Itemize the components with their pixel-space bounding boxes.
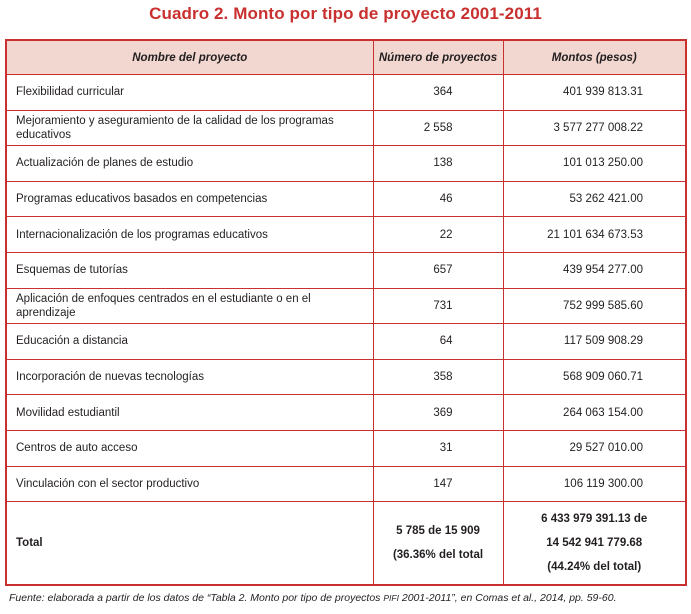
table-row xyxy=(6,217,686,253)
total-count xyxy=(373,502,503,586)
projects-table xyxy=(5,39,687,586)
project-count-cell: 2 558 xyxy=(373,110,503,146)
table-row xyxy=(6,181,686,217)
project-name-cell: Incorporación de nuevas tecnologías xyxy=(6,359,373,395)
amount-cell: 264 063 154.00 xyxy=(503,395,686,431)
header-project-name: Nombre del proyecto xyxy=(6,40,373,75)
source-note-citation: 2001-2011”, en Comas et al., 2014, pp. 59-60. xyxy=(398,592,617,604)
amount-cell: 101 013 250.00 xyxy=(503,146,686,182)
header-amount: Montos (pesos) xyxy=(503,40,686,75)
project-count-cell: 31 xyxy=(373,430,503,466)
project-name-cell: Vinculación con el sector productivo xyxy=(6,466,373,502)
project-name-cell: Educación a distancia xyxy=(6,324,373,360)
source-note-acronym: PIFI xyxy=(383,593,399,603)
table-row xyxy=(6,75,686,111)
project-count-cell: 731 xyxy=(373,288,503,324)
total-amount-overall: 14 542 941 779.68 xyxy=(546,537,643,550)
table-row xyxy=(6,252,686,288)
total-count-percent: (36.36% del total xyxy=(392,549,484,562)
project-count-cell: 358 xyxy=(373,359,503,395)
amount-cell: 568 909 060.71 xyxy=(503,359,686,395)
total-amount-line: 6 433 979 391.13 de xyxy=(541,513,648,526)
table-row xyxy=(6,146,686,182)
project-name-cell: Aplicación de enfoques centrados en el estudiante o en el aprendizaje xyxy=(6,288,373,324)
project-name-cell: Flexibilidad curricular xyxy=(6,75,373,111)
table-row xyxy=(6,110,686,146)
project-name-cell: Actualización de planes de estudio xyxy=(6,146,373,182)
project-count-cell: 657 xyxy=(373,252,503,288)
table-title: Cuadro 2. Monto por tipo de proyecto 2001-2011 xyxy=(149,4,542,23)
total-count-line: 5 785 de 15 909 xyxy=(396,525,480,538)
total-label: Total xyxy=(6,502,373,586)
amount-cell: 106 119 300.00 xyxy=(503,466,686,502)
table-row xyxy=(6,430,686,466)
project-name-cell: Mejoramiento y aseguramiento de la calidad de los programas educativos xyxy=(6,110,373,146)
project-name-cell: Internacionalización de los programas educativos xyxy=(6,217,373,253)
table-row xyxy=(6,395,686,431)
amount-cell: 752 999 585.60 xyxy=(503,288,686,324)
amount-cell: 3 577 277 008.22 xyxy=(503,110,686,146)
total-row xyxy=(6,502,686,586)
project-name-cell: Movilidad estudiantil xyxy=(6,395,373,431)
table-row xyxy=(6,359,686,395)
project-count-cell: 138 xyxy=(373,146,503,182)
project-count-cell: 22 xyxy=(373,217,503,253)
project-count-cell: 64 xyxy=(373,324,503,360)
amount-cell: 29 527 010.00 xyxy=(503,430,686,466)
amount-cell: 401 939 813.31 xyxy=(503,75,686,111)
project-count-cell: 369 xyxy=(373,395,503,431)
project-name-cell: Centros de auto acceso xyxy=(6,430,373,466)
table-row xyxy=(6,466,686,502)
source-note-text: Fuente: elaborada a partir de los datos de “Tabla 2. Monto por tipo de proyectos xyxy=(9,592,384,604)
table-row xyxy=(6,324,686,360)
amount-cell: 21 101 634 673.53 xyxy=(503,217,686,253)
project-count-cell: 364 xyxy=(373,75,503,111)
project-count-cell: 46 xyxy=(373,181,503,217)
header-project-count: Número de proyectos xyxy=(373,40,503,75)
total-amount xyxy=(503,502,686,586)
source-note xyxy=(9,592,617,604)
project-name-cell: Programas educativos basados en competencias xyxy=(6,181,373,217)
amount-cell: 53 262 421.00 xyxy=(503,181,686,217)
project-name-cell: Esquemas de tutorías xyxy=(6,252,373,288)
total-amount-percent: (44.24% del total) xyxy=(547,561,642,574)
project-count-cell: 147 xyxy=(373,466,503,502)
amount-cell: 439 954 277.00 xyxy=(503,252,686,288)
table-header-row xyxy=(6,40,686,75)
table-row xyxy=(6,288,686,324)
amount-cell: 117 509 908.29 xyxy=(503,324,686,360)
